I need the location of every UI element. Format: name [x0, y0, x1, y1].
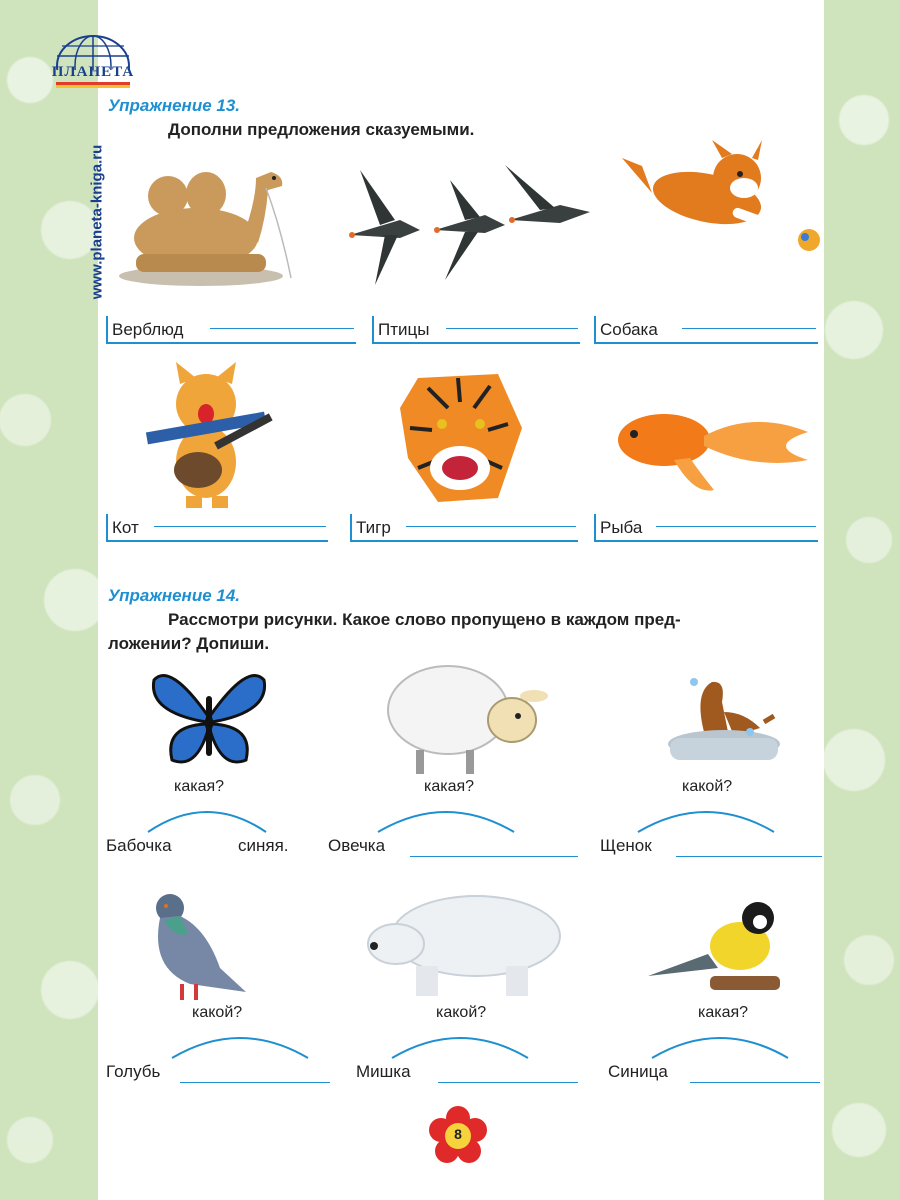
- noun-pigeon: Голубь: [106, 1062, 161, 1081]
- noun-sheep: Овечка: [328, 836, 386, 855]
- left-decor-strip: [0, 0, 98, 1200]
- answer-line-dog[interactable]: [682, 328, 816, 329]
- question-bear: какой?: [436, 1004, 487, 1021]
- answer-cat: [106, 512, 328, 546]
- word-cat: Кот: [112, 518, 139, 537]
- question-pigeon: какой?: [192, 1004, 243, 1021]
- cat-guitar-picture: [136, 362, 286, 510]
- camel-picture: [106, 158, 296, 290]
- exercise-14-title: Упражнение 14.: [108, 586, 241, 605]
- pigeon-picture: [150, 888, 252, 1004]
- publisher-logo: [50, 30, 136, 90]
- noun-titmouse: Синица: [608, 1062, 668, 1081]
- exercise-14-task-line2: ложении? Допиши.: [108, 634, 270, 653]
- answer-line-camel[interactable]: [210, 328, 354, 329]
- goldfish-picture: [614, 400, 810, 496]
- word-dog: Собака: [600, 320, 658, 339]
- dog-picture: [612, 138, 822, 260]
- website-text: www.planeta-kniga.ru: [88, 144, 106, 300]
- answer-dog: [594, 314, 818, 348]
- answer-fish: [594, 512, 818, 546]
- word-fish: Рыба: [600, 518, 643, 537]
- sheep-picture: [386, 660, 550, 778]
- answer-tiger: [350, 512, 578, 546]
- answer-birds: [372, 314, 580, 348]
- page-number-badge: [428, 1106, 488, 1166]
- answer-line-tiger[interactable]: [406, 526, 576, 527]
- polar-bear-picture: [366, 886, 562, 998]
- exercise-13-title: Упражнение 13.: [108, 96, 241, 115]
- arc-pigeon: [170, 1030, 310, 1060]
- arc-butterfly: [146, 804, 268, 834]
- website-label: [86, 112, 108, 332]
- noun-butterfly: Бабочка: [106, 836, 172, 855]
- answer-line-pigeon[interactable]: [180, 1082, 330, 1083]
- titmouse-picture: [648, 896, 780, 998]
- arc-titmouse: [650, 1030, 790, 1060]
- puppy-bath-picture: [664, 672, 782, 772]
- arc-puppy: [636, 804, 776, 834]
- butterfly-picture: [150, 666, 268, 770]
- right-decor-strip: [824, 0, 900, 1200]
- answer-line-titmouse[interactable]: [690, 1082, 820, 1083]
- noun-puppy: Щенок: [600, 836, 652, 855]
- logo-text: ПЛАНЕТА: [51, 64, 135, 80]
- birds-picture: [340, 160, 596, 290]
- arc-bear: [390, 1030, 530, 1060]
- answer-line-puppy[interactable]: [676, 856, 822, 857]
- noun-bear: Мишка: [356, 1062, 411, 1081]
- question-puppy: какой?: [682, 778, 733, 795]
- question-titmouse: какая?: [698, 1004, 749, 1021]
- word-birds: Птицы: [378, 320, 430, 339]
- answer-line-cat[interactable]: [154, 526, 326, 527]
- tiger-picture: [398, 368, 524, 504]
- word-tiger: Тигр: [356, 518, 391, 537]
- answer-camel: [106, 314, 356, 348]
- answer-line-fish[interactable]: [656, 526, 816, 527]
- answer-butterfly: синяя.: [238, 836, 289, 855]
- exercise-13-task: Дополни предложения сказуемыми.: [168, 120, 475, 139]
- logo-ribbon: [50, 82, 136, 92]
- exercise-14-task-line1: Рассмотри рисунки. Какое слово пропущено в каждом пред-: [168, 610, 681, 629]
- answer-line-bear[interactable]: [438, 1082, 578, 1083]
- page-number: 8: [454, 1126, 462, 1142]
- word-camel: Верблюд: [112, 320, 184, 339]
- answer-line-sheep[interactable]: [410, 856, 578, 857]
- question-butterfly: какая?: [174, 778, 225, 795]
- answer-line-birds[interactable]: [446, 328, 578, 329]
- question-sheep: какая?: [424, 778, 475, 795]
- arc-sheep: [376, 804, 516, 834]
